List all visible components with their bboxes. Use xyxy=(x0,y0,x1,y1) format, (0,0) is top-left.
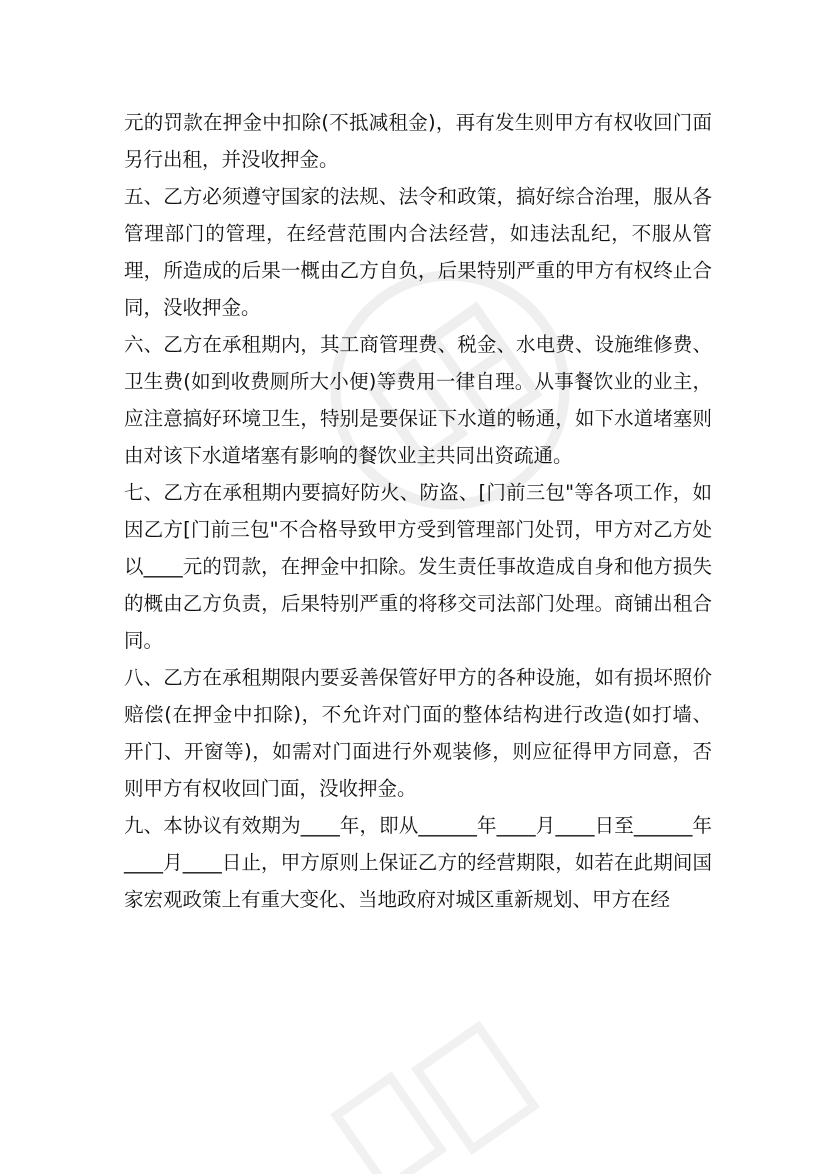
paragraph-clause-9: 九、本协议有效期为____年，即从______年____月____日至______年____月____日止，甲方原则上保证乙方的经营期限，如若在此期间国家宏观政策上有重大变化、当地政府对城区重新规划、甲方在经 xyxy=(124,814,712,911)
paragraph-clause-6: 六、乙方在承租期内，其工商管理费、税金、水电费、设施维修费、卫生费(如到收费厕所大小便)等费用一律自理。从事餐饮业的业主，应注意搞好环境卫生，特别是要保证下水道的畅通，如下水道堵塞则由对该下水道堵塞有影响的餐饮业主共同出资疏通。 xyxy=(124,333,712,467)
watermark-logo-icon-lower xyxy=(304,981,576,1174)
document-body xyxy=(124,104,712,918)
paragraph-clause-7: 七、乙方在承租期内要搞好防火、防盗、[门前三包"等各项工作，如因乙方[门前三包"不合格导致甲方受到管理部门处罚，甲方对乙方处以____元的罚款，在押金中扣除。发生责任事故造成自身和他方损失的概由乙方负责，后果特别严重的将移交司法部门处理。商铺出租合同。 xyxy=(124,481,712,652)
paragraph-clause-5: 五、乙方必须遵守国家的法规、法令和政策，搞好综合治理，服从各管理部门的管理，在经营范围内合法经营，如违法乱纪，不服从管理，所造成的后果一概由乙方自负，后果特别严重的甲方有权终止合同，没收押金。 xyxy=(124,185,712,319)
paragraph-clause-8: 八、乙方在承租期限内要妥善保管好甲方的各种设施，如有损坏照价赔偿(在押金中扣除)，不允许对门面的整体结构进行改造(如打墙、开门、开窗等)，如需对门面进行外观装修，则应征得甲方同意，否则甲方有权收回门面，没收押金。 xyxy=(124,666,712,800)
paragraph-continuation: 元的罚款在押金中扣除(不抵减租金)，再有发生则甲方有权收回门面另行出租，并没收押金。 xyxy=(124,111,712,171)
